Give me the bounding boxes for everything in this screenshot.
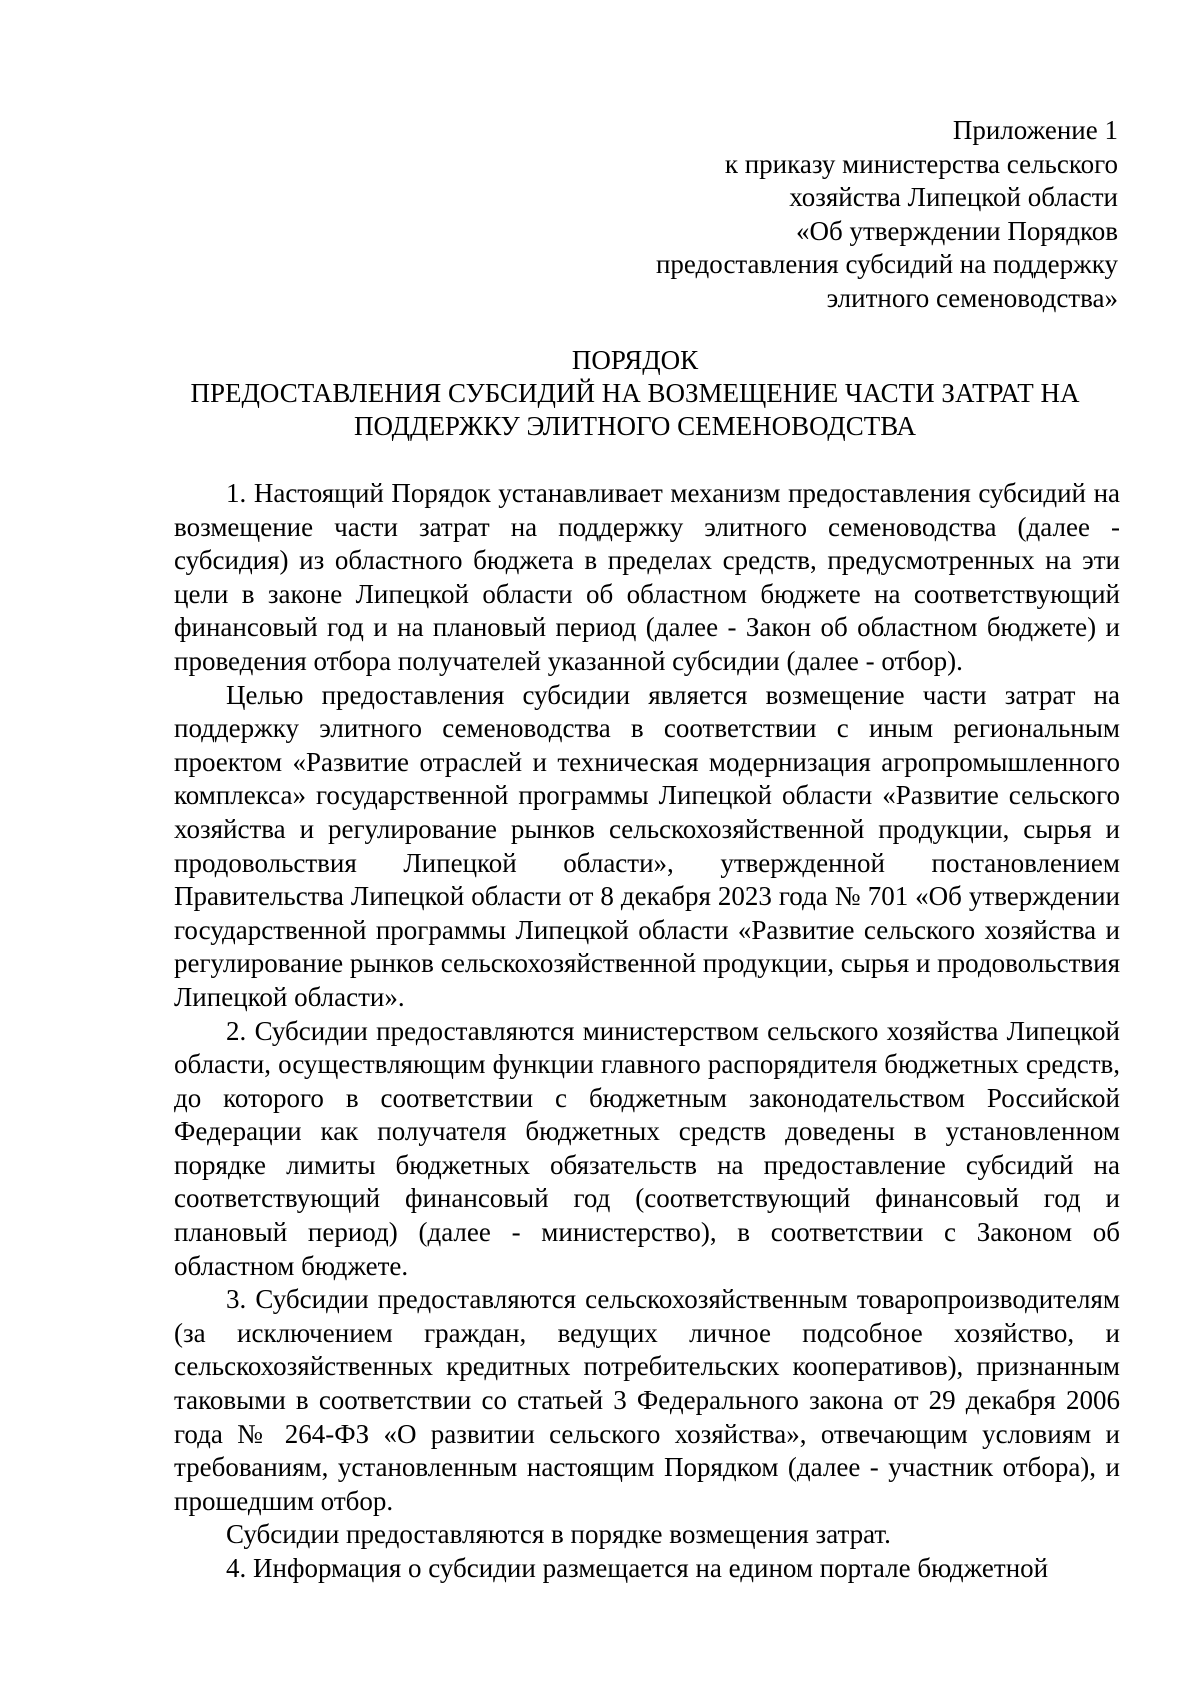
paragraph-3: 3. Субсидии предоставляются сельскохозяйственным товаропроизводителям (за исключением граждан, ведущих личное подсобное хозяйство, и сельскохозяйственных кредитных потребительских кооперативов), признанным таковыми в соответствии со статьей 3 Федерального закона от 29 декабря 2006 года № 264-ФЗ «О развитии сельского хозяйства», отвечающим условиям и требованиям, установленным настоящим Порядком (далее - участник отбора), и прошедшим отбор. (174, 1284, 1120, 1516)
paragraph-reimbursement: Субсидии предоставляются в порядке возмещения затрат. (226, 1519, 891, 1550)
paragraph-purpose: Целью предоставления субсидии является возмещение части затрат на поддержку элитного семеноводства в соответствии с иным региональным проектом «Развитие отраслей и техническая модернизация агропромышленного комплекса» государственной программы Липецкой области «Развитие сельского хозяйства и регулирование рынков сельскохозяйственной продукции, сырья и продовольствия Липецкой области», утвержденной постановлением Правительства Липецкой области от 8 декабря 2023 года № 701 «Об утверждении государственной программы Липецкой области «Развитие сельского хозяйства и регулирование рынков сельскохозяйственной продукции, сырья и продовольствия Липецкой области». (174, 679, 1120, 1012)
appendix-line: к приказу министерства сельского (724, 148, 1118, 179)
title-line: ПРЕДОСТАВЛЕНИЯ СУБСИДИЙ НА ВОЗМЕЩЕНИЕ ЧАСТИ ЗАТРАТ НА (190, 378, 1080, 408)
title-line: ПОРЯДОК (571, 345, 699, 375)
appendix-line: предоставления субсидий на поддержку (655, 249, 1118, 279)
appendix-line: Приложение 1 (952, 115, 1118, 145)
document-body (174, 477, 1120, 1586)
paragraph-1: 1. Настоящий Порядок устанавливает механизм предоставления субсидий на возмещение части затрат на поддержку элитного семеноводства (далее - субсидия) из областного бюджета в пределах средств, предусмотренных на эти цели в законе Липецкой области об областном бюджете на соответствующий финансовый год и на плановый период (далее - Закон об областном бюджете) и проведения отбора получателей указанной субсидии (далее - отбор). (174, 478, 1120, 676)
appendix-header (518, 114, 1118, 315)
document-title (150, 344, 1120, 443)
title-line: ПОДДЕРЖКУ ЭЛИТНОГО СЕМЕНОВОДСТВА (353, 411, 917, 441)
appendix-line: элитного семеноводства» (826, 282, 1118, 313)
paragraph-2: 2. Субсидии предоставляются министерством сельского хозяйства Липецкой области, осуществляющим функции главного распорядителя бюджетных средств, до которого в соответствии с бюджетным законодательством Российской Федерации как получателя бюджетных средств доведены в установленном порядке лимиты бюджетных обязательств на предоставление субсидий на соответствующий финансовый год (соответствующий финансовый год и плановый период) (далее - министерство), в соответствии с Законом об областном бюджете. (174, 1015, 1120, 1281)
appendix-line: «Об утверждении Порядков (796, 215, 1118, 246)
paragraph-4: 4. Информация о субсидии размещается на едином портале бюджетной (226, 1553, 1049, 1583)
appendix-line: хозяйства Липецкой области (789, 182, 1118, 212)
